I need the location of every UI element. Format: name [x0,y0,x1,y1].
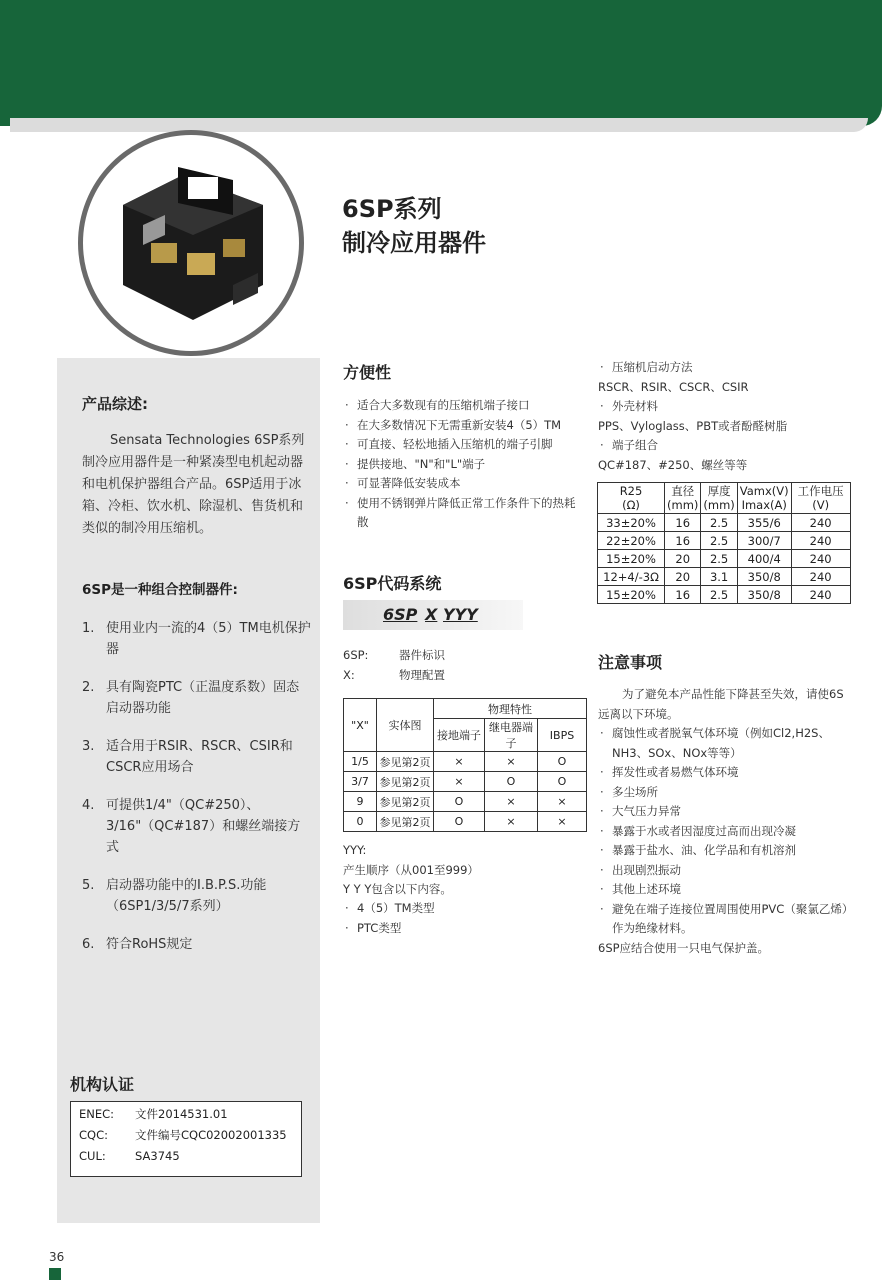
list-item: · 提供接地、"N"和"L"端子 [343,455,583,475]
list-item: · 暴露于水或者因湿度过高而出现冷凝 [598,822,848,842]
yyy-description [343,841,479,900]
table-header-row [598,483,851,514]
title-line-series: 6SP系列 [342,195,442,223]
list-item: 5. 启动器功能中的I.B.P.S.功能（6SP1/3/5/7系列） [82,878,267,914]
overview-text-block [82,430,307,540]
list-item: · PTC类型 [343,919,543,939]
list-item: · 使用不锈钢弹片降低正常工作条件下的热耗散 [343,494,583,533]
list-item: · 可直接、轻松地插入压缩机的端子引脚 [343,435,583,455]
list-item: · 挥发性或者易燃气体环境 [598,763,848,783]
list-item: QC#187、#250、螺丝等等 [598,457,748,472]
page-number: 36 [49,1250,65,1264]
table-header-cell: 直径 (mm) [665,483,701,514]
code-part-x: X [425,605,438,624]
notes-block [598,685,848,958]
table-row: 15±20% 16 2.5 350/8 240 [598,586,851,604]
table-row: 22±20% 16 2.5 300/7 240 [598,532,851,550]
table-row: 33±20% 16 2.5 355/6 240 [598,514,851,532]
code-part-6sp: 6SP [383,605,418,624]
definition-row: 6SP: 器件标识 [343,648,445,662]
notes-heading: 注意事项 [598,653,663,672]
table-row: 3/7 参见第2页 × O O [344,772,587,792]
code-definitions [343,646,445,685]
list-item: · 适合大多数现有的压缩机端子接口 [343,396,583,416]
yyy-line: Y Y Y包含以下内容。 [343,882,452,896]
notes-final: 6SP应结合使用一只电气保护盖。 [598,940,770,955]
list-item: 4. 可提供1/4"（QC#250）、3/16"（QC#187）和螺丝端接方式 [82,798,301,855]
list-item: 1. 使用业内一流的4（5）TM电机保护器 [82,621,311,657]
page-marker [49,1268,61,1280]
table-header-cell: 厚度 (mm) [701,483,737,514]
header-banner-shadow [10,118,868,132]
table-header-cell: Vamx(V) Imax(A) [737,483,791,514]
notes-intro: 为了避免本产品性能下降甚至失效，请使6S远离以下环境。 [598,687,844,721]
list-item: · 可显著降低安装成本 [343,474,583,494]
list-item: 3. 适合用于RSIR、RSCR、CSIR和CSCR应用场合 [82,739,293,775]
overview-text: Sensata Technologies 6SP系列制冷应用器件是一种紧凑型电机起动器和电机保护器组合产品。6SP适用于冰箱、冷柜、饮水机、除湿机、售货机和类似的制冷用压缩机。 [82,433,305,536]
header-banner [0,0,882,126]
list-item: · 出现剧烈振动 [598,861,848,881]
definition-row: X: 物理配置 [343,667,445,682]
table-header-row [344,699,587,719]
table-header-cell: 物理特性 [434,699,587,719]
list-item: · 端子组合 [600,438,658,452]
table-header-cell: R25 (Ω) [598,483,665,514]
yyy-list [343,899,543,938]
specs-list [598,358,858,475]
spec-table [597,482,851,604]
list-item: · 在大多数情况下无需重新安装4（5）TM [343,416,583,436]
page-title [342,192,486,260]
cert-row: CUL: SA3745 [79,1149,180,1163]
combo-heading: 6SP是一种组合控制器件: [82,582,238,598]
cert-heading: 机构认证 [70,1075,135,1094]
code-part-yyy: YYY [443,605,478,624]
list-item: · 暴露于盐水、油、化学品和有机溶剂 [598,841,848,861]
table-row: 15±20% 20 2.5 400/4 240 [598,550,851,568]
table-header-cell: IBPS [538,719,587,752]
yyy-line: YYY: [343,843,367,857]
list-item: 2. 具有陶瓷PTC（正温度系数）固态启动器功能 [82,680,300,716]
list-item: · 其他上述环境 [598,880,848,900]
list-item: · 腐蚀性或者脱氧气体环境（例如Cl2,H2S、NH3、SOx、NOx等等） [598,724,848,763]
table-header-cell: 继电器端子 [485,719,538,752]
list-item: 6. 符合RoHS规定 [82,937,193,952]
code-format-bar [343,600,523,630]
table-row: 9 参见第2页 O × × [344,792,587,812]
table-header-cell: 接地端子 [434,719,485,752]
table-row: 0 参见第2页 O × × [344,812,587,832]
overview-heading: 产品综述: [82,395,148,413]
list-item: · 压缩机启动方法 [600,360,693,374]
table-row: 1/5 参见第2页 × × O [344,752,587,772]
cert-row: ENEC: 文件2014531.01 [79,1107,228,1121]
table-header-cell: 实体图 [377,699,434,752]
table-header-cell: "X" [344,699,377,752]
list-item: PPS、Vyloglass、PBT或者酚醛树脂 [598,418,788,433]
table-header-cell: 工作电压 (V) [791,483,850,514]
list-item: · 外壳材料 [600,399,658,413]
list-item: RSCR、RSIR、CSCR、CSIR [598,379,749,394]
cert-row: CQC: 文件编号CQC02002001335 [79,1128,287,1142]
convenience-heading: 方便性 [343,363,392,382]
code-system-heading: 6SP代码系统 [343,574,442,593]
list-item: · 4（5）TM类型 [343,899,543,919]
list-item: · 大气压力异常 [598,802,848,822]
product-photo [78,130,304,356]
list-item: · 多尘场所 [598,783,848,803]
config-table [343,698,587,832]
table-row: 12+4/-3Ω 20 3.1 350/8 240 [598,568,851,586]
convenience-list [343,396,583,533]
feature-list [82,618,312,972]
yyy-line: 产生顺序（从001至999） [343,862,479,877]
title-line-application: 制冷应用器件 [342,229,486,257]
list-item: · 避免在端子连接位置周围使用PVC（聚氯乙烯）作为绝缘材料。 [598,900,848,939]
cert-box [70,1101,302,1177]
relay-illustration-icon [83,135,299,351]
